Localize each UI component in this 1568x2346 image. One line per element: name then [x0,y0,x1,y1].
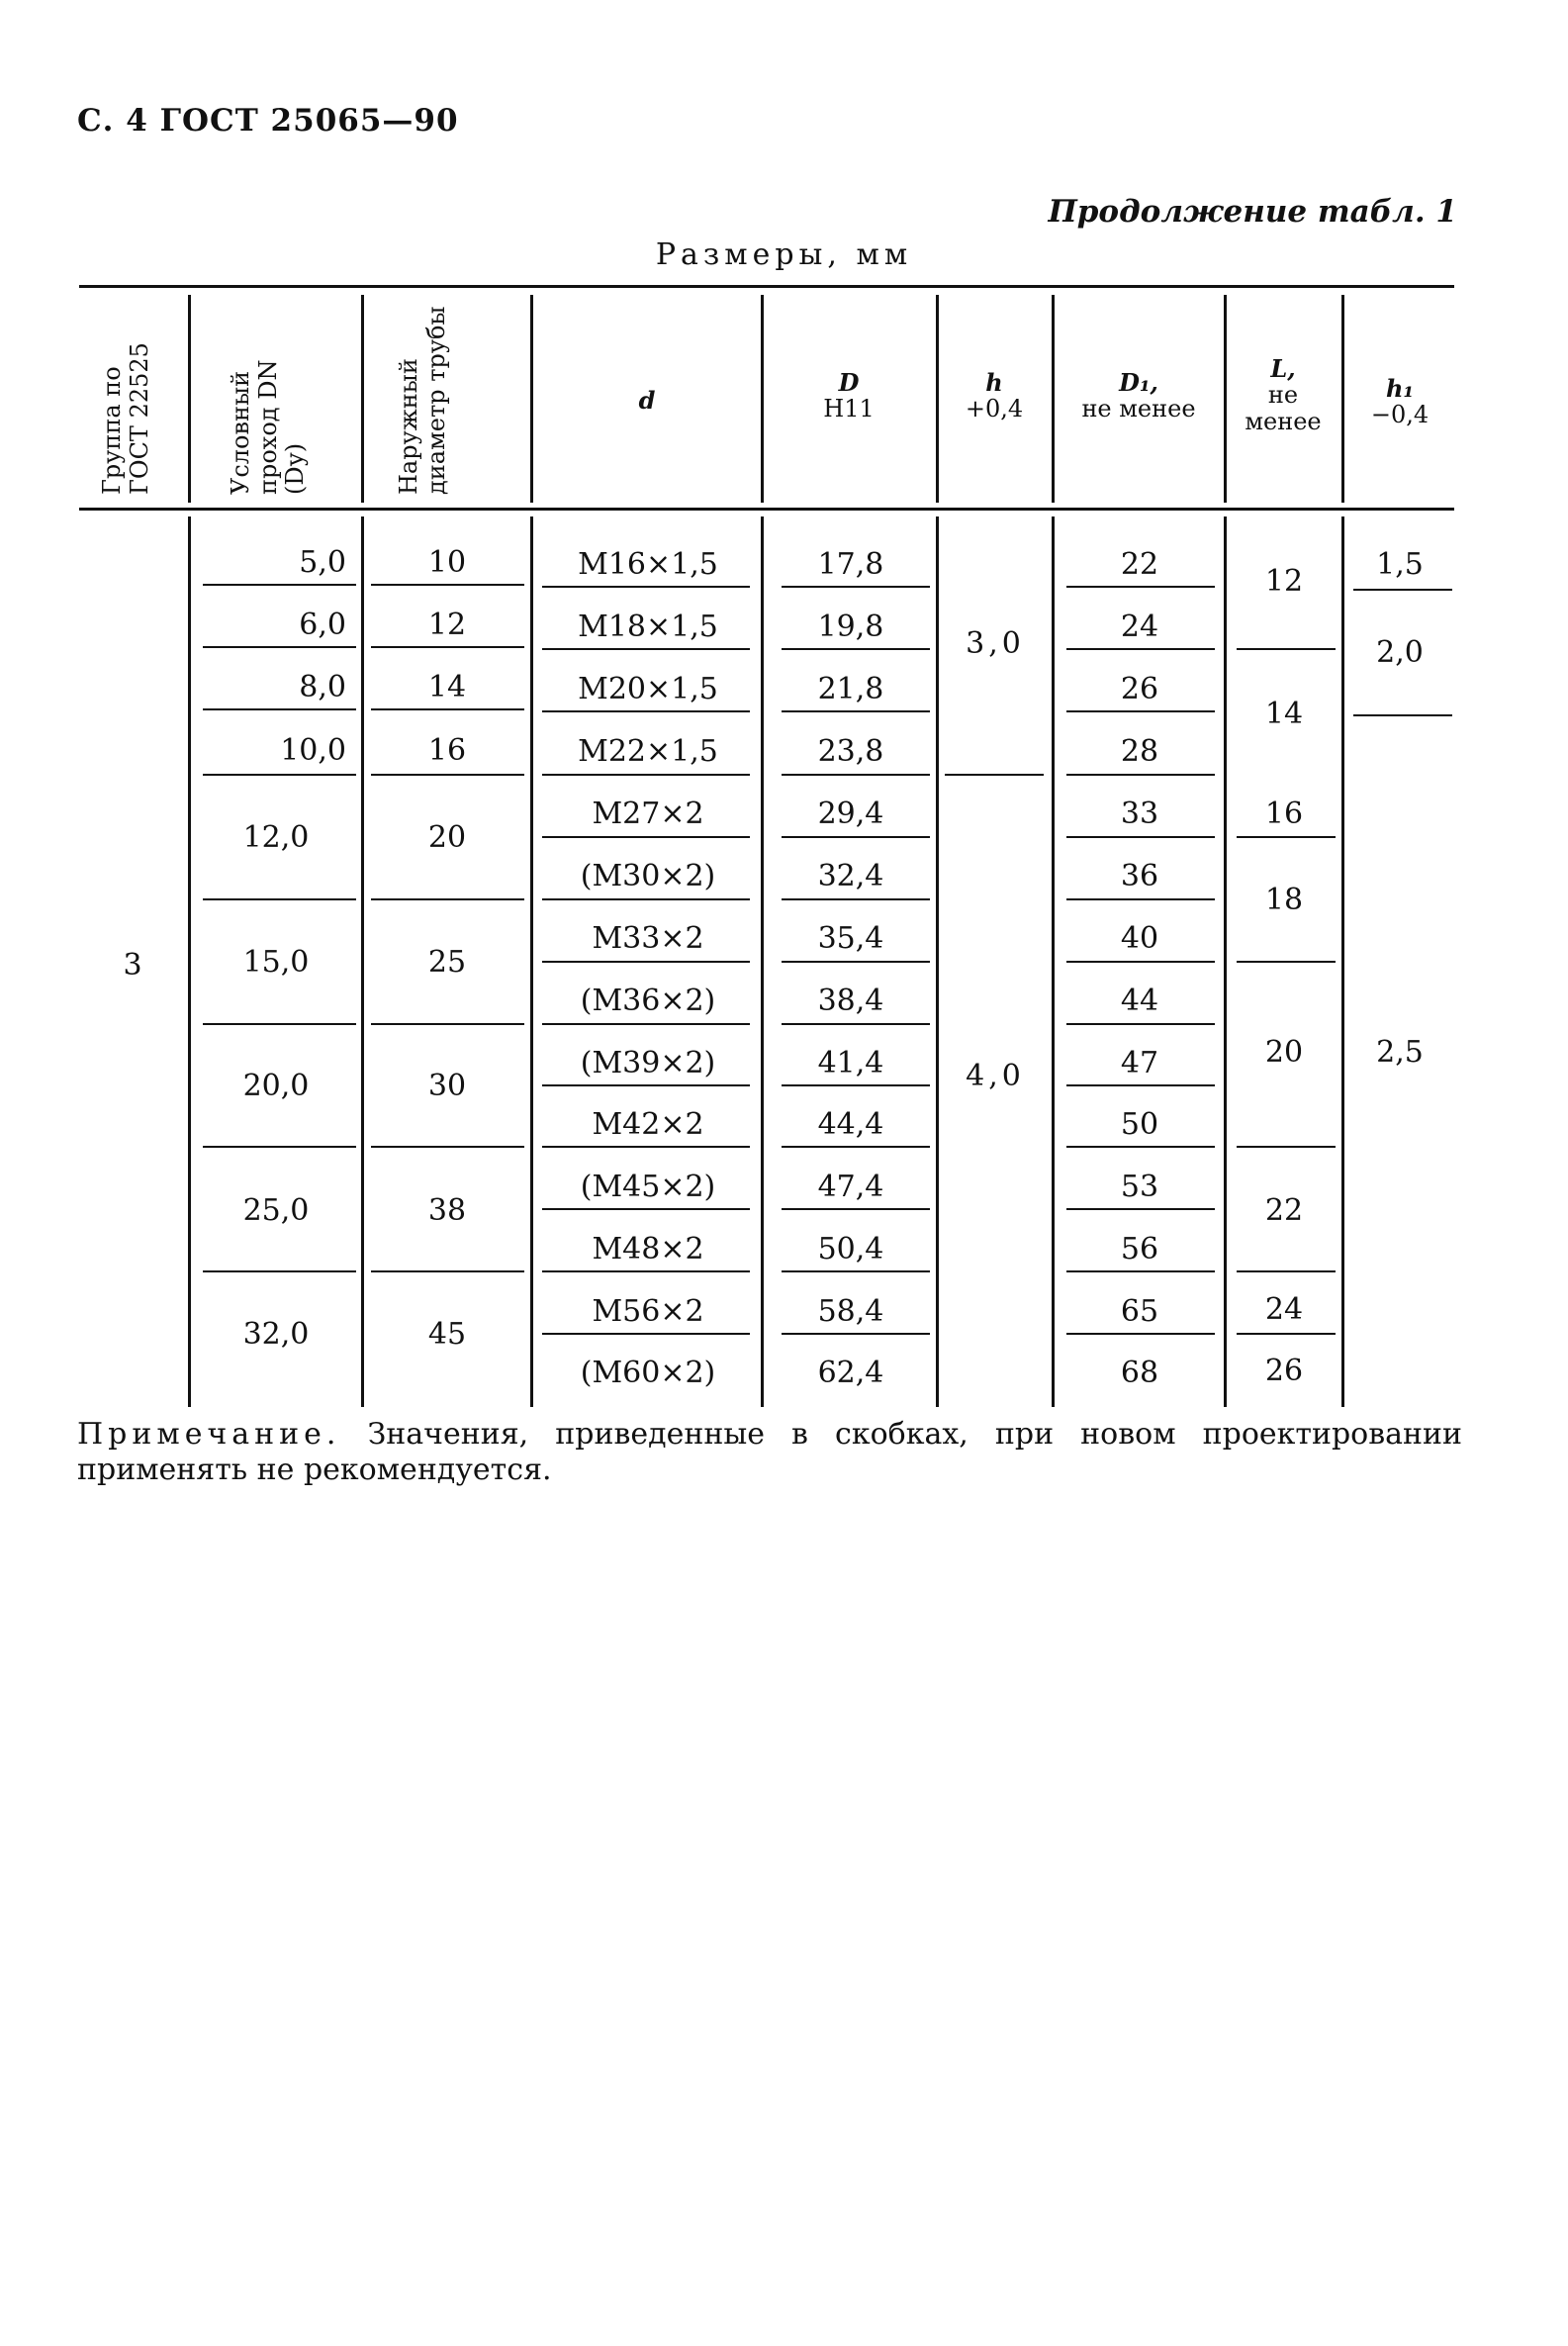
outer-diameter-value: 38 [427,1193,467,1228]
thread-d-value: M56×2 [592,1294,704,1329]
D-value: 21,8 [817,672,884,706]
D-value: 58,4 [817,1294,884,1329]
D-value: 19,8 [817,610,884,644]
outer-diameter-value: 30 [427,1069,467,1103]
table-note [77,1417,1462,1488]
thread-d-value: M33×2 [592,921,704,956]
D1-value: 65 [1120,1294,1159,1329]
D-value: 62,4 [817,1356,884,1390]
D1-value: 56 [1120,1232,1159,1267]
dn-value: 6,0 [299,608,346,642]
header-h1: h₁ −0,4 [1370,374,1430,429]
h-value: 4,0 [966,1059,1025,1093]
units-caption: Размеры, мм [655,237,913,272]
D1-value: 44 [1120,984,1159,1018]
header-L: L, не менее [1245,354,1322,435]
thread-d-value: (M30×2) [580,859,716,893]
D1-value: 50 [1120,1107,1159,1142]
L-value: 22 [1264,1193,1304,1228]
table-continuation-label: Продолжение табл. 1 [1048,194,1457,230]
D-value: 41,4 [817,1046,884,1080]
D-value: 32,4 [817,859,884,893]
dn-value: 5,0 [299,545,346,580]
thread-d-value: (M60×2) [580,1356,716,1390]
D-value: 35,4 [817,921,884,956]
outer-diameter-value: 12 [427,608,467,642]
thread-d-value: M42×2 [592,1107,704,1142]
dn-value: 25,0 [242,1193,310,1228]
D-value: 44,4 [817,1107,884,1142]
D1-value: 68 [1120,1356,1159,1390]
header-D: D H11 [823,368,875,423]
D1-value: 24 [1120,610,1159,644]
L-value: 16 [1264,797,1304,831]
D1-value: 36 [1120,859,1159,893]
L-value: 26 [1264,1354,1304,1388]
L-value: 24 [1264,1292,1304,1327]
outer-diameter-value: 45 [427,1317,467,1352]
page-header: С. 4 ГОСТ 25065—90 [77,103,459,139]
D-value: 50,4 [817,1232,884,1267]
dn-value: 12,0 [242,820,310,855]
thread-d-value: (M45×2) [580,1170,716,1204]
thread-d-value: M16×1,5 [578,547,718,582]
thread-d-value: M27×2 [592,797,704,831]
header-dn: Условный проход DN (Dу) [227,359,310,495]
dn-value: 8,0 [299,670,346,704]
L-value: 18 [1264,883,1304,917]
thread-d-value: (M39×2) [580,1046,716,1080]
D-value: 29,4 [817,797,884,831]
D1-value: 40 [1120,921,1159,956]
header-outer-diameter: Наружный диаметр трубы [395,306,450,495]
outer-diameter-value: 25 [427,945,467,980]
dn-value: 32,0 [242,1317,310,1352]
header-D1: D₁, не менее [1081,368,1196,423]
D1-value: 53 [1120,1170,1159,1204]
outer-diameter-value: 10 [427,545,467,580]
D1-value: 47 [1120,1046,1159,1080]
L-value: 14 [1264,697,1304,731]
group-value: 3 [123,948,142,983]
thread-d-value: (M36×2) [580,984,716,1018]
L-value: 12 [1264,564,1304,599]
header-d: d [638,386,656,415]
D1-value: 22 [1120,547,1159,582]
note-label: Примечание. [77,1417,341,1452]
header-group: Группа по ГОСТ 22525 [98,342,153,495]
outer-diameter-value: 16 [427,733,467,768]
thread-d-value: M48×2 [592,1232,704,1267]
header-h: h +0,4 [965,368,1024,423]
table-header-rule [79,508,1454,511]
D-value: 23,8 [817,734,884,769]
D-value: 47,4 [817,1170,884,1204]
thread-d-value: M20×1,5 [578,672,718,706]
thread-d-value: M22×1,5 [578,734,718,769]
D1-value: 33 [1120,797,1159,831]
h-value: 3,0 [966,626,1025,661]
table-top-rule [79,285,1454,288]
h1-value: 1,5 [1376,547,1424,582]
outer-diameter-value: 14 [427,670,467,704]
h1-value: 2,5 [1376,1035,1424,1070]
h1-value: 2,0 [1376,635,1424,670]
L-value: 20 [1264,1035,1304,1070]
D1-value: 26 [1120,672,1159,706]
dn-value: 15,0 [242,945,310,980]
outer-diameter-value: 20 [427,820,467,855]
dn-value: 10,0 [280,733,346,768]
D-value: 17,8 [817,547,884,582]
thread-d-value: M18×1,5 [578,610,718,644]
note-text: Значения, приведенные в скобках, при новом проектировании применять не рекомендуется. [77,1417,1462,1487]
D-value: 38,4 [817,984,884,1018]
D1-value: 28 [1120,734,1159,769]
dn-value: 20,0 [242,1069,310,1103]
